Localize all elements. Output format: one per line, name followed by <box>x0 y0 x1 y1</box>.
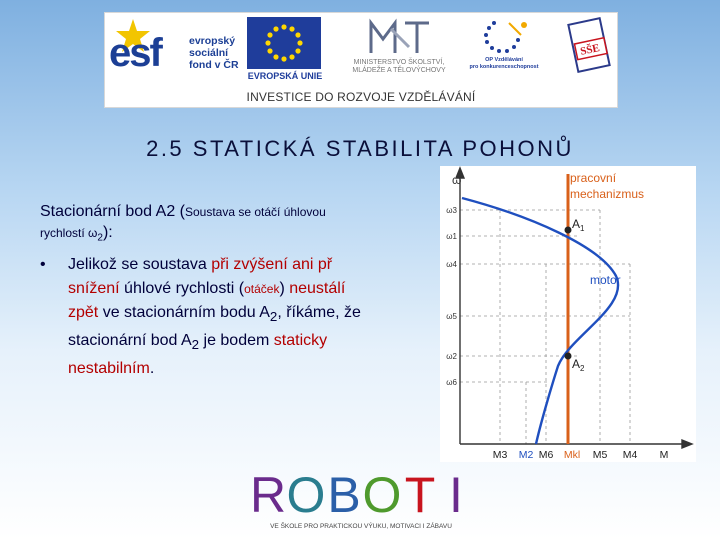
eu-stars-icon <box>247 17 321 69</box>
omega-tick: ω4 <box>446 260 457 269</box>
logo-letter: I <box>449 467 463 523</box>
omega-tick: ω6 <box>446 378 457 387</box>
omega-tick: ω5 <box>446 312 457 321</box>
paragraph-1: Stacionární bod A2 (Soustava se otáčí úhlovou <box>40 203 326 220</box>
point-a2-label: $A_2$ <box>572 357 585 373</box>
y-axis-label: ω <box>452 173 462 187</box>
esf-wordmark: esf <box>109 31 161 75</box>
op-logo <box>469 15 539 81</box>
x-tick: M5 <box>592 449 608 461</box>
slide-text <box>40 202 440 380</box>
msmt-line-2: MLÁDEŽE A TĚLOVÝCHOVY <box>352 67 446 74</box>
x-tick: M3 <box>492 449 508 461</box>
eu-flag-icon <box>247 17 321 69</box>
logo-letter: O <box>286 467 326 523</box>
point-a1-label: $A_1$ <box>572 217 585 233</box>
paragraph-1-cont: rychlostí $\omega_2$): <box>40 224 113 244</box>
motor-label: motor <box>590 273 621 287</box>
logo-tagline: VE ŠKOLE PRO PRAKTICKOU VÝUKU, MOTIVACI I ZÁBAVU <box>270 523 452 530</box>
bullet-item: • Jelikož se soustava při zvýšení ani př snížení úhlové rychlosti (otáček) neustálí zpět ve stacionárním bodu $A_2$, říkáme, že stacionární bod $A_2$ je bodem staticky nestabilním. <box>40 253 440 380</box>
point-a2 <box>565 353 572 360</box>
mechanism-label-2: mechanizmus <box>570 187 645 201</box>
banner-strip: INVESTICE DO ROZVOJE VZDĚLÁVÁNÍ <box>246 90 476 104</box>
omega-tick: ω3 <box>446 206 457 215</box>
msmt-logo <box>331 17 467 83</box>
op-line-1: OP Vzdělávání <box>485 57 523 63</box>
sse-shield-icon <box>567 15 611 77</box>
x-tick: M4 <box>622 449 638 461</box>
omega-tick: ω1 <box>446 232 457 241</box>
robotic-logo <box>248 460 474 540</box>
x-tick: M2 <box>518 449 534 461</box>
bullet-dot: • <box>40 256 46 274</box>
esf-label: evropský sociální fond v ČR <box>189 35 239 71</box>
header-banner <box>104 12 618 108</box>
logo-letter: T <box>404 467 436 523</box>
mechanism-label-1: pracovní <box>570 171 617 185</box>
slide-title: 2.5 STATICKÁ STABILITA POHONŮ <box>146 136 574 161</box>
logo-letter: O <box>362 467 402 523</box>
logo-letter: R <box>249 467 287 523</box>
logo-letter: B <box>327 467 361 523</box>
eu-label: EVROPSKÁ UNIE <box>247 71 323 81</box>
torque-speed-graph <box>440 166 696 462</box>
omega-tick: ω2 <box>446 352 457 361</box>
omega-ticks <box>446 206 457 387</box>
op-dots-icon <box>469 15 539 57</box>
sse-text: SŠE <box>579 41 601 58</box>
point-a1 <box>565 227 572 234</box>
x-tick: M <box>659 449 669 461</box>
msmt-emblem-icon <box>331 17 467 59</box>
sse-logo <box>567 15 611 77</box>
op-line-2: pro konkurenceschopnost <box>469 63 539 70</box>
x-tick: M6 <box>538 449 554 461</box>
motor-curve <box>462 198 618 444</box>
msmt-line-1: MINISTERSTVO ŠKOLSTVÍ, <box>353 59 445 66</box>
esf-logo <box>105 13 245 85</box>
x-ticks <box>493 449 669 461</box>
x-tick: Mkl <box>563 449 581 461</box>
